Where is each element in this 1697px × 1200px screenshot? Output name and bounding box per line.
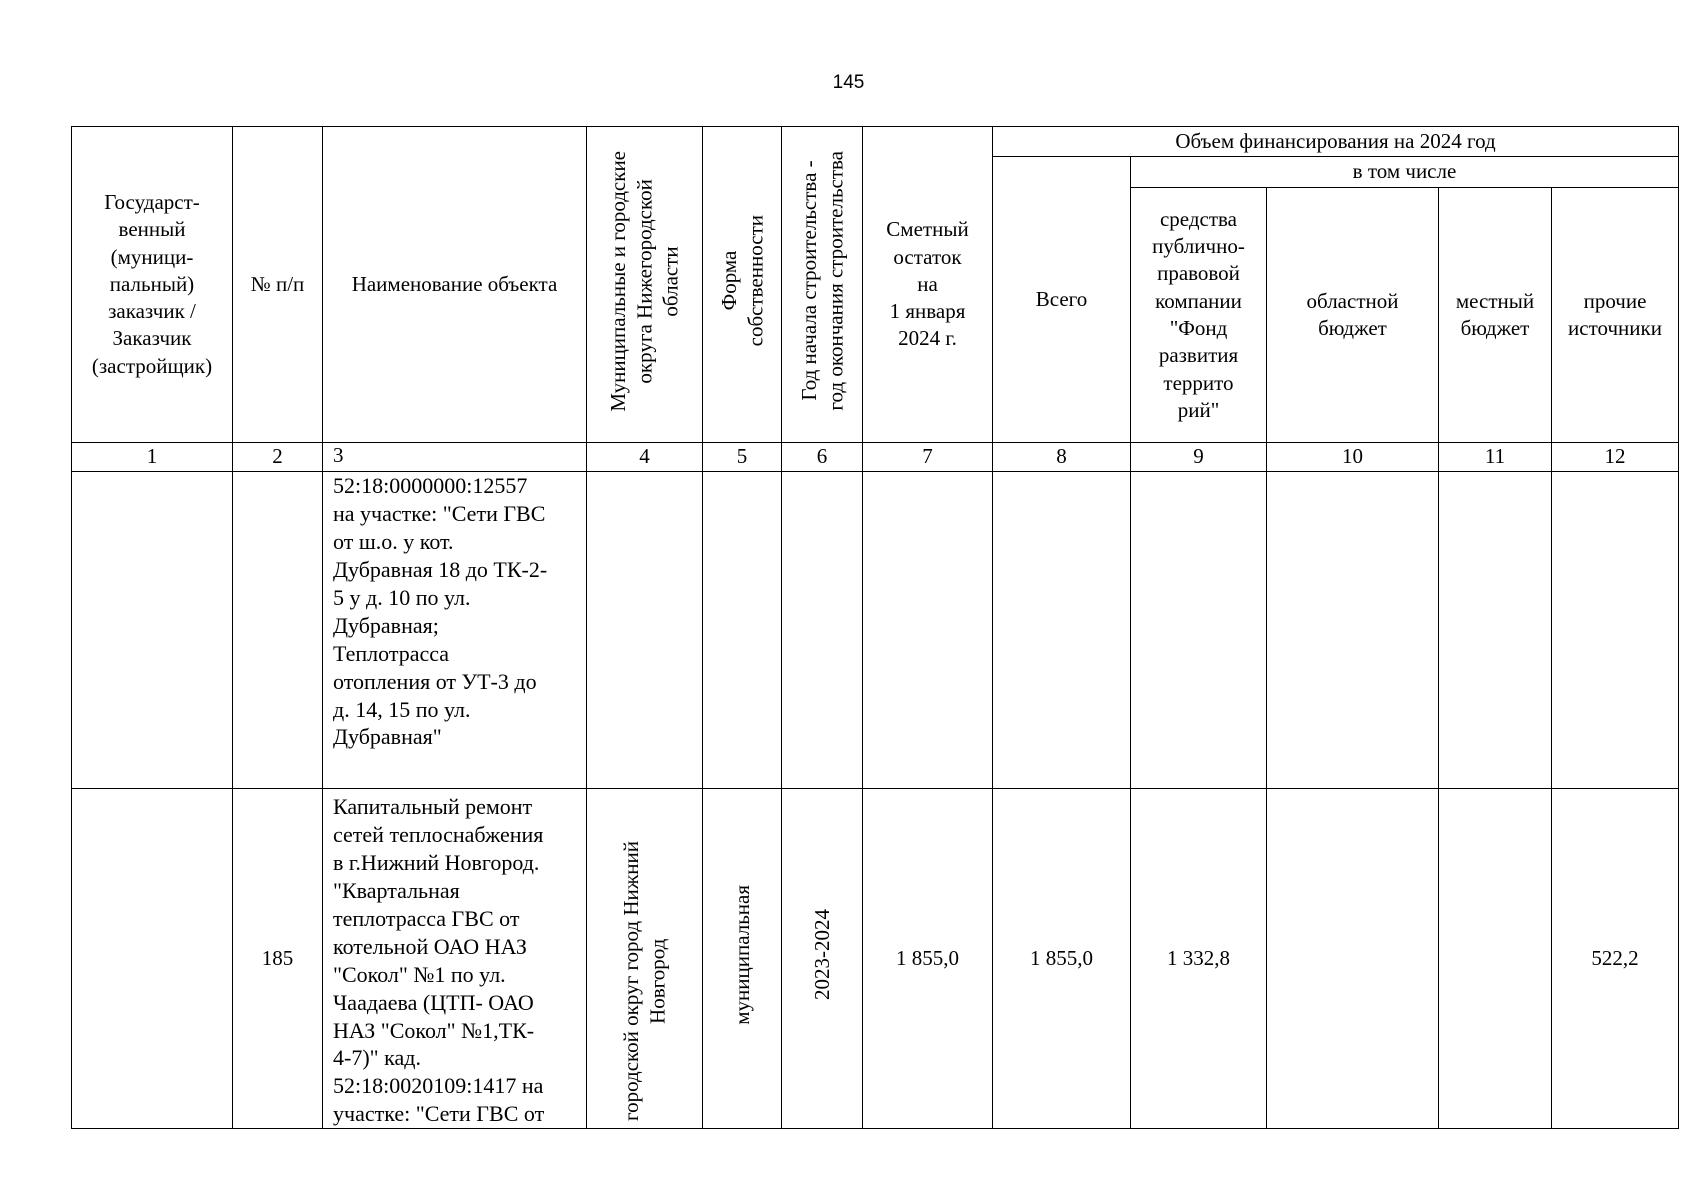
column-number: 10	[1267, 443, 1439, 472]
header-financing-group: Объем финансирования на 2024 год	[993, 127, 1679, 157]
header-object-name: Наименование объекта	[323, 127, 587, 443]
header-municipality-text: Муниципальные и городские округа Нижегородской области	[606, 150, 683, 412]
header-number: № п/п	[233, 127, 323, 443]
cell-number	[233, 472, 323, 789]
table-row	[72, 472, 1679, 789]
cell-municipality	[587, 789, 703, 1129]
cell-years-text: 2023-2024	[809, 909, 834, 1001]
column-number: 12	[1552, 443, 1679, 472]
column-number: 3	[323, 443, 587, 472]
cell-fund: 1 332,8	[1131, 789, 1267, 1129]
cell-remainder	[863, 472, 993, 789]
header-fund: средства публично- правовой компании "Фонд развития террито рий"	[1131, 188, 1267, 443]
column-number: 1	[72, 443, 233, 472]
cell-object-name: Капитальный ремонт сетей теплоснабжения в г.Нижний Новгород. "Квартальная теплотрасса ГВС от котельной ОАО НАЗ "Сокол" №1 по ул. Чаадаева (ЦТП- ОАО НАЗ "Сокол" №1,ТК- 4-7)" кад. 52:18:0020109:1417 на участке: "Сети ГВС от	[323, 789, 587, 1129]
column-numbers-row	[72, 443, 1679, 472]
column-number: 9	[1131, 443, 1267, 472]
cell-total	[993, 472, 1131, 789]
cell-object-name: 52:18:0000000:12557 на участке: "Сети ГВС от ш.о. у кот. Дубравная 18 до ТК-2- 5 у д. 10 по ул. Дубравная; Теплотрасса отопления от УТ-3 до д. 14, 15 по ул. Дубравная"	[323, 472, 587, 789]
header-customer: Государст- венный (муници- пальный) заказчик / Заказчик (застройщик)	[72, 127, 233, 443]
cell-local-budget	[1439, 789, 1552, 1129]
column-number: 11	[1439, 443, 1552, 472]
cell-customer	[72, 472, 233, 789]
table-row	[72, 789, 1679, 1129]
cell-other-sources	[1552, 472, 1679, 789]
header-remainder: Сметный остаток на 1 января 2024 г.	[863, 127, 993, 443]
cell-ownership-text: муниципальная	[729, 885, 754, 1025]
header-total: Всего	[993, 157, 1131, 443]
cell-municipality	[587, 472, 703, 789]
cell-total: 1 855,0	[993, 789, 1131, 1129]
column-number: 4	[587, 443, 703, 472]
cell-years	[782, 472, 863, 789]
header-row-1	[72, 127, 1679, 157]
cell-number: 185	[233, 789, 323, 1129]
column-number: 6	[782, 443, 863, 472]
cell-regional-budget	[1267, 789, 1439, 1129]
header-other-sources: прочие источники	[1552, 188, 1679, 443]
header-ownership	[703, 127, 782, 443]
cell-regional-budget	[1267, 472, 1439, 789]
page-number: 145	[832, 72, 865, 93]
column-number: 5	[703, 443, 782, 472]
column-number: 7	[863, 443, 993, 472]
header-municipality	[587, 127, 703, 443]
header-years	[782, 127, 863, 443]
header-local-budget: местный бюджет	[1439, 188, 1552, 443]
header-including: в том числе	[1131, 157, 1679, 188]
cell-fund	[1131, 472, 1267, 789]
cell-municipality-text: городской округ город Нижний Новгород	[619, 841, 670, 1121]
cell-years	[782, 789, 863, 1129]
cell-ownership	[703, 472, 782, 789]
cell-customer	[72, 789, 233, 1129]
cell-local-budget	[1439, 472, 1552, 789]
column-number: 2	[233, 443, 323, 472]
header-regional-budget: областной бюджет	[1267, 188, 1439, 443]
cell-remainder: 1 855,0	[863, 789, 993, 1129]
cell-ownership	[703, 789, 782, 1129]
header-years-text: Год начала строительства - год окончания строительства	[796, 151, 847, 411]
header-ownership-text: Форма собственности	[716, 215, 767, 347]
column-number: 8	[993, 443, 1131, 472]
cell-other-sources: 522,2	[1552, 789, 1679, 1129]
financing-table	[71, 126, 1679, 1129]
